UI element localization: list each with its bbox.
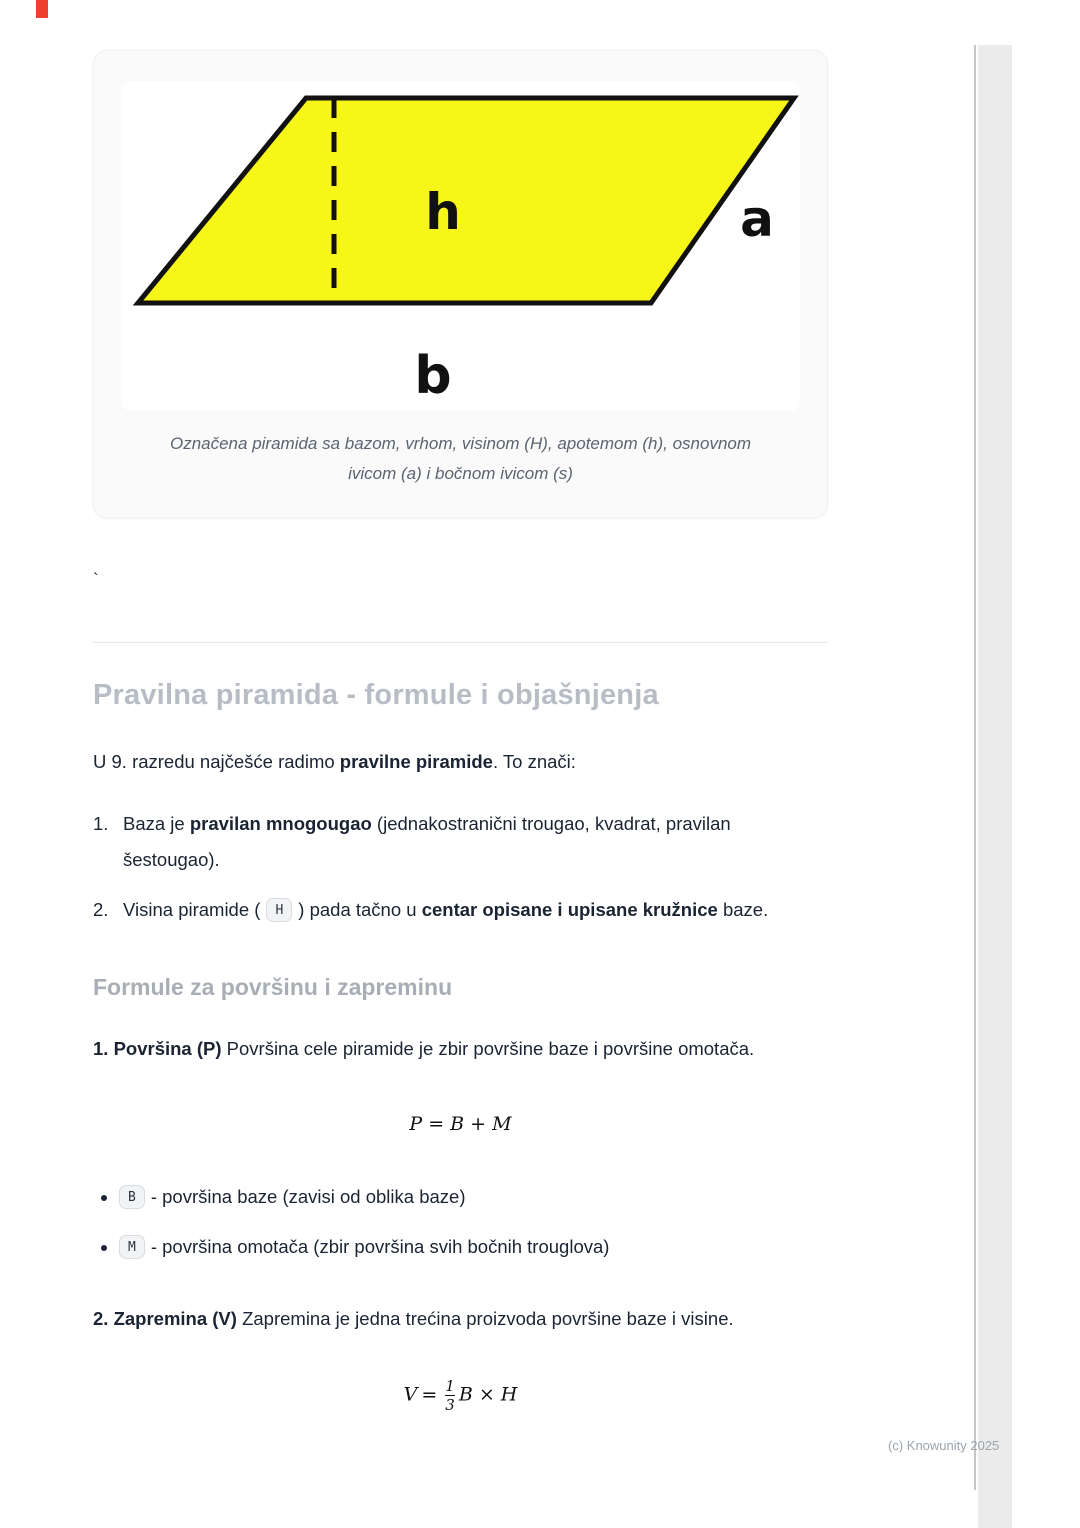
formula-lhs: V xyxy=(403,1383,418,1406)
list-item-post: baze. xyxy=(717,898,769,920)
legend-text: - površina omotača (zbir površina svih bočnih trouglova) xyxy=(150,1235,610,1257)
pyramid-figure xyxy=(121,81,800,411)
list-item-text xyxy=(123,892,828,928)
list-item-post: (jednakostranični trougao, kvadrat, pravilan šestougao). xyxy=(123,812,731,870)
fraction-numerator: 1 xyxy=(445,1377,455,1395)
subsection-heading: Formule za površinu i zapreminu xyxy=(93,973,453,1000)
label-a: a xyxy=(740,190,774,248)
list-item-number: 2. xyxy=(93,898,109,920)
section-divider xyxy=(93,642,828,643)
volume-paragraph xyxy=(93,1301,828,1337)
list-item-mid: ) pada tačno u xyxy=(298,898,422,920)
fraction-denominator: 3 xyxy=(445,1396,455,1414)
figure-caption xyxy=(121,429,800,489)
surface-paragraph-text: Površina cele piramide je zbir površine baze i površine omotača. xyxy=(221,1037,755,1059)
numbered-list xyxy=(93,806,828,928)
pyramid-figure-card xyxy=(93,50,828,518)
list-item-pre: Visina piramide ( xyxy=(123,898,261,920)
height-symbol-chip: H xyxy=(266,898,292,922)
parallelogram-figure xyxy=(121,81,800,411)
volume-paragraph-text: Zapremina je jedna trećina proizvoda površine baze i visine. xyxy=(236,1307,734,1329)
symbol-chip-M: M xyxy=(119,1235,145,1259)
surface-paragraph-bold: 1. Površina (P) xyxy=(93,1037,222,1059)
surface-formula: P = B + M xyxy=(409,1112,512,1135)
red-marker xyxy=(36,0,48,18)
list-item xyxy=(93,806,828,878)
list-item-pre: Baza je xyxy=(123,812,190,834)
list-item-bold: centar opisane i upisane kružnice xyxy=(421,898,718,920)
formula-equals: = xyxy=(421,1383,438,1406)
legend-item xyxy=(119,1229,828,1265)
figure-caption-line1: Označena piramida sa bazom, vrhom, visinom (H), apotemom (h), osnovnom xyxy=(169,434,752,453)
symbol-chip-B: B xyxy=(119,1185,145,1209)
list-item xyxy=(93,892,828,928)
volume-paragraph-bold: 2. Zapremina (V) xyxy=(93,1307,237,1329)
legend-list xyxy=(93,1179,828,1265)
volume-formula xyxy=(93,1377,828,1414)
page-content xyxy=(93,0,828,1414)
copyright-footer: (c) Knowunity 2025 xyxy=(888,1438,1000,1453)
intro-pre: U 9. razredu najčešće radimo xyxy=(93,750,340,772)
list-item-bold: pravilan mnogougao xyxy=(189,812,372,834)
figure-caption-line2: ivicom (a) i bočnom ivicom (s) xyxy=(348,463,573,483)
list-item-text xyxy=(123,806,828,878)
intro-post: . To znači: xyxy=(492,750,576,772)
intro-paragraph xyxy=(93,744,828,780)
stray-backtick: ` xyxy=(93,569,99,589)
legend-item xyxy=(119,1179,828,1215)
formula-rhs: B × H xyxy=(458,1383,518,1406)
legend-text: - površina baze (zavisi od oblika baze) xyxy=(150,1185,466,1207)
list-item-number: 1. xyxy=(93,812,109,834)
scrollbar[interactable] xyxy=(978,45,1012,1528)
label-b: b xyxy=(414,346,452,406)
formula-fraction xyxy=(445,1377,455,1414)
page-edge-line xyxy=(974,45,976,1490)
surface-paragraph xyxy=(93,1031,828,1067)
label-h: h xyxy=(425,183,461,241)
section-heading: Pravilna piramida - formule i objašnjenja xyxy=(93,678,659,711)
intro-bold: pravilne piramide xyxy=(339,750,493,772)
parallelogram-shape xyxy=(138,98,794,303)
